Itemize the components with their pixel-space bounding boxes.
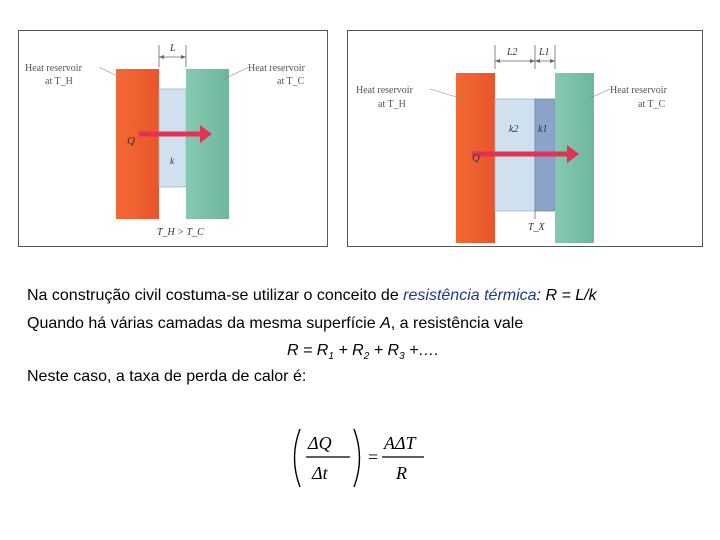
line1-prefix: Na construção civil costuma-se utilizar o conceito de xyxy=(27,287,404,304)
denominator-dt: Δt xyxy=(312,463,328,483)
cold-label-line1: Heat reservoir xyxy=(610,85,667,96)
slab-label-k1: k1 xyxy=(538,124,548,135)
area-variable: A xyxy=(380,315,391,332)
multilayer-statement xyxy=(27,314,523,334)
numerator-dQ: ΔQ xyxy=(308,433,332,453)
right-figure-panel xyxy=(347,30,703,247)
cold-reservoir xyxy=(186,69,229,219)
hot-reservoir xyxy=(116,69,159,219)
cold-label-line2: at T_C xyxy=(277,76,305,87)
hot-label-line1: Heat reservoir xyxy=(25,63,82,74)
heat-rate-formula xyxy=(288,425,428,491)
line2-prefix: Quando há várias camadas da mesma superfície xyxy=(27,315,381,332)
dim-label-L: L xyxy=(170,43,176,54)
slab-label-k2: k2 xyxy=(509,124,519,135)
flow-label-Q: Q xyxy=(472,152,480,164)
sum-of-resistances: $R = R_1 + R_2 + R_3$ +…. xyxy=(287,342,439,363)
line2-suffix: , a resistência vale xyxy=(390,315,524,332)
denominator-R: R xyxy=(396,463,407,483)
hot-label-line2: at T_H xyxy=(45,76,73,87)
slab-label-k: k xyxy=(170,156,174,166)
thermal-resistance-term: resistência térmica xyxy=(403,287,537,304)
interface-label-Tx: T_X xyxy=(528,222,545,233)
slab xyxy=(159,89,186,187)
heat-loss-rate-intro: Neste caso, a taxa de perda de calor é: xyxy=(27,368,307,385)
cold-reservoir xyxy=(555,73,594,243)
dim-label-L1: L1 xyxy=(539,47,550,58)
cold-label-line2: at T_C xyxy=(638,99,666,110)
right-figure xyxy=(348,31,702,246)
dim-label-L2: L2 xyxy=(507,47,518,58)
numerator-AdT: AΔT xyxy=(384,433,416,453)
hot-label-line1: Heat reservoir xyxy=(356,85,413,96)
hot-label-line2: at T_H xyxy=(378,99,406,110)
left-figure xyxy=(19,31,327,246)
line1-suffix: : R = L/k xyxy=(536,287,597,304)
flow-label-Q: Q xyxy=(127,135,135,147)
resistance-definition xyxy=(27,286,597,306)
left-figure-panel xyxy=(18,30,328,247)
equals-sign: = xyxy=(368,447,379,467)
condition-label: T_H > T_C xyxy=(157,227,204,238)
cold-label-line1: Heat reservoir xyxy=(248,63,305,74)
